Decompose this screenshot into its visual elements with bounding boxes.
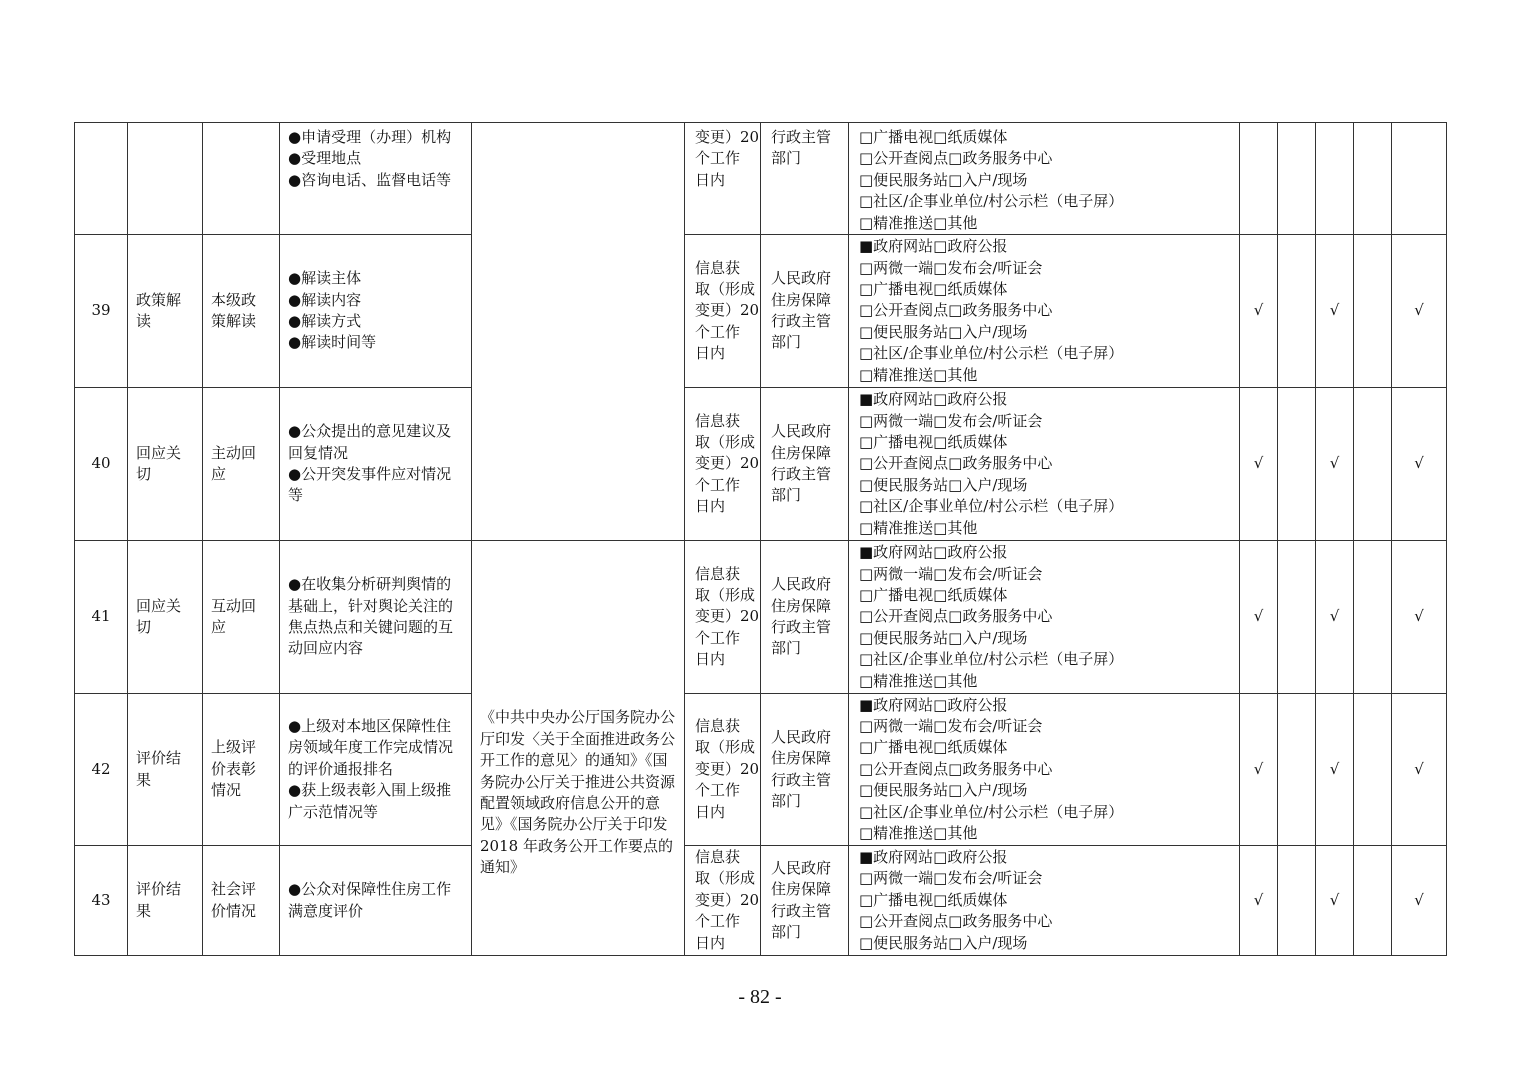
- time-limit-line: 个工作: [695, 322, 741, 341]
- subject-line: 部门: [771, 791, 802, 810]
- content-cell: [280, 694, 472, 846]
- content-item: ●解读时间等: [288, 333, 377, 352]
- time-limit-cell: [685, 235, 761, 388]
- channel-line: □便民服务站□入户/现场: [859, 933, 1028, 952]
- channel-line: □社区/企事业单位/村公示栏（电子屏）: [859, 192, 1124, 211]
- category-line: 评价结: [136, 749, 182, 768]
- content-item: ●解读内容: [288, 290, 362, 309]
- channel-line: □社区/企事业单位/村公示栏（电子屏）: [859, 497, 1124, 516]
- time-limit-line: 日内: [695, 344, 726, 363]
- time-limit-cell: [685, 123, 761, 235]
- subject-line: 住房保障: [771, 749, 832, 768]
- check-cell: √: [1316, 846, 1354, 956]
- time-limit-line: 变更）20: [695, 890, 760, 909]
- check-cell: [1240, 123, 1278, 235]
- content-item: ●在收集分析研判舆情的基础上，针对舆论关注的焦点热点和关键问题的互动回应内容: [288, 575, 454, 658]
- item-number: 41: [75, 541, 128, 694]
- item-number: 39: [75, 235, 128, 388]
- subject-line: 行政主管: [771, 312, 832, 331]
- check-cell: √: [1240, 235, 1278, 388]
- check-cell: [1316, 123, 1354, 235]
- subcategory-line: 应: [211, 465, 227, 484]
- subject-line: 部门: [771, 486, 802, 505]
- time-limit-line: 日内: [695, 802, 726, 821]
- content-item: ●公众对保障性住房工作满意度评价: [288, 880, 452, 920]
- item-number: 40: [75, 388, 128, 541]
- subject-line: 部门: [771, 922, 802, 941]
- channel-line: □精准推送□其他: [859, 518, 978, 537]
- time-limit-line: 个工作: [695, 475, 741, 494]
- subcategory-cell: [203, 846, 280, 956]
- check-cell: [1278, 388, 1316, 541]
- check-cell: [1354, 123, 1392, 235]
- channel-line: □广播电视□纸质媒体: [859, 279, 1008, 298]
- subject-line: 行政主管: [771, 128, 832, 146]
- check-cell: √: [1240, 846, 1278, 956]
- channel-line: ■政府网站□政府公报: [859, 695, 1008, 714]
- subject-line: 行政主管: [771, 618, 832, 637]
- check-cell: [1392, 123, 1447, 235]
- category-cell: [128, 541, 203, 694]
- content-item: ●公众提出的意见建议及回复情况: [288, 422, 452, 462]
- time-limit-cell: [685, 846, 761, 956]
- time-limit-line: 个工作: [695, 781, 741, 800]
- check-cell: √: [1392, 541, 1447, 694]
- time-limit-line: 日内: [695, 170, 726, 189]
- check-cell: [1278, 235, 1316, 388]
- content-cell: [280, 846, 472, 956]
- content-item: ●解读方式: [288, 312, 362, 331]
- check-cell: [1278, 846, 1316, 956]
- item-number: 42: [75, 694, 128, 846]
- channel-line: ■政府网站□政府公报: [859, 390, 1008, 409]
- check-cell: √: [1316, 388, 1354, 541]
- channel-line: □公开查阅点□政务服务中心: [859, 454, 1053, 473]
- subject-line: 部门: [771, 639, 802, 658]
- time-limit-line: 信息获: [695, 258, 741, 277]
- category-cell: [128, 846, 203, 956]
- time-limit-cell: [685, 541, 761, 694]
- subject-cell: [761, 388, 849, 541]
- channel-line: □广播电视□纸质媒体: [859, 432, 1008, 451]
- subject-cell: [761, 694, 849, 846]
- content-item: ●上级对本地区保障性住房领域年度工作完成情况的评价通报排名: [288, 717, 454, 778]
- channel-line: □便民服务站□入户/现场: [859, 781, 1028, 800]
- channel-line: □广播电视□纸质媒体: [859, 738, 1008, 757]
- check-cell: √: [1392, 235, 1447, 388]
- channel-line: □便民服务站□入户/现场: [859, 628, 1028, 647]
- channel-line: ■政府网站□政府公报: [859, 237, 1008, 256]
- time-limit-line: 个工作: [695, 912, 741, 931]
- time-limit-line: 日内: [695, 933, 726, 952]
- category-line: 切: [136, 465, 152, 484]
- subcategory-cell: [203, 694, 280, 846]
- category-line: 回应关: [136, 596, 182, 615]
- channels-cell: [849, 123, 1240, 235]
- time-limit-line: 个工作: [695, 628, 741, 647]
- channel-line: □社区/企事业单位/村公示栏（电子屏）: [859, 802, 1124, 821]
- channels-cell: [849, 235, 1240, 388]
- content-cell: [280, 235, 472, 388]
- time-limit-line: 信息获: [695, 717, 741, 736]
- check-cell: √: [1240, 388, 1278, 541]
- check-cell: √: [1316, 694, 1354, 846]
- item-number: [75, 123, 128, 235]
- time-limit-line: 变更）20: [695, 301, 760, 320]
- subject-line: 部门: [771, 333, 802, 352]
- subcategory-line: 互动回: [211, 596, 257, 615]
- subcategory-line: 社会评: [211, 880, 257, 899]
- basis-cell-empty: [472, 123, 685, 541]
- channel-line: □两微一端□发布会/听证会: [859, 411, 1043, 430]
- category-line: 果: [136, 901, 152, 920]
- subject-line: 部门: [771, 149, 802, 168]
- table-row: [75, 123, 1447, 235]
- subject-line: 住房保障: [771, 880, 832, 899]
- channel-line: □两微一端□发布会/听证会: [859, 869, 1043, 888]
- category-line: 果: [136, 770, 152, 789]
- subcategory-line: 情况: [211, 781, 242, 800]
- category-line: 政策解: [136, 290, 182, 309]
- channel-line: □精准推送□其他: [859, 213, 978, 232]
- channel-line: □便民服务站□入户/现场: [859, 475, 1028, 494]
- time-limit-line: 变更）20: [695, 759, 760, 778]
- time-limit-line: 取（形成: [695, 869, 756, 888]
- category-line: 切: [136, 618, 152, 637]
- channel-line: □社区/企事业单位/村公示栏（电子屏）: [859, 650, 1124, 669]
- channel-line: □便民服务站□入户/现场: [859, 322, 1028, 341]
- table-row: [75, 846, 1447, 956]
- item-number: 43: [75, 846, 128, 956]
- channel-line: □广播电视□纸质媒体: [859, 585, 1008, 604]
- time-limit-line: 变更）20: [695, 607, 760, 626]
- time-limit-line: 取（形成: [695, 432, 756, 451]
- channel-line: □广播电视□纸质媒体: [859, 128, 1008, 146]
- category-cell: [128, 235, 203, 388]
- time-limit-line: 日内: [695, 497, 726, 516]
- category-line: 回应关: [136, 443, 182, 462]
- content-cell: [280, 541, 472, 694]
- subject-line: 住房保障: [771, 596, 832, 615]
- subject-line: 人民政府: [771, 575, 832, 594]
- subject-cell: [761, 541, 849, 694]
- content-item: ●公开突发事件应对情况等: [288, 465, 452, 505]
- check-cell: √: [1240, 694, 1278, 846]
- check-cell: √: [1392, 846, 1447, 956]
- check-cell: [1354, 846, 1392, 956]
- check-cell: √: [1316, 541, 1354, 694]
- time-limit-line: 信息获: [695, 411, 741, 430]
- check-cell: √: [1392, 694, 1447, 846]
- category-cell: [128, 123, 203, 235]
- check-cell: [1354, 541, 1392, 694]
- subcategory-line: 应: [211, 618, 227, 637]
- subject-line: 住房保障: [771, 290, 832, 309]
- content-item: ●申请受理（办理）机构: [288, 128, 452, 146]
- subject-line: 人民政府: [771, 269, 832, 288]
- content-item: ●受理地点: [288, 149, 362, 168]
- channels-cell: [849, 694, 1240, 846]
- subject-cell: [761, 123, 849, 235]
- content-item: ●咨询电话、监督电话等: [288, 170, 452, 189]
- content-cell: [280, 123, 472, 235]
- content-item: ●获上级表彰入围上级推广示范情况等: [288, 781, 452, 821]
- table-row: [75, 541, 1447, 694]
- channels-cell: [849, 388, 1240, 541]
- channel-line: □公开查阅点□政务服务中心: [859, 149, 1053, 168]
- time-limit-line: 取（形成: [695, 279, 756, 298]
- category-line: 评价结: [136, 880, 182, 899]
- time-limit-line: 信息获: [695, 848, 741, 867]
- subcategory-cell: [203, 388, 280, 541]
- subcategory-line: 本级政: [211, 290, 257, 309]
- channel-line: □社区/企事业单位/村公示栏（电子屏）: [859, 344, 1124, 363]
- check-cell: [1354, 388, 1392, 541]
- time-limit-line: 取（形成: [695, 585, 756, 604]
- channel-line: □精准推送□其他: [859, 365, 978, 384]
- channel-line: □广播电视□纸质媒体: [859, 890, 1008, 909]
- subject-cell: [761, 846, 849, 956]
- check-cell: [1278, 123, 1316, 235]
- time-limit-line: 取（形成: [695, 738, 756, 757]
- check-cell: [1278, 694, 1316, 846]
- time-limit-cell: [685, 694, 761, 846]
- subject-line: 人民政府: [771, 422, 832, 441]
- channel-line: □公开查阅点□政务服务中心: [859, 912, 1053, 931]
- table-row: [75, 388, 1447, 541]
- time-limit-line: 信息获: [695, 564, 741, 583]
- subcategory-line: 价表彰: [211, 759, 257, 778]
- subcategory-line: 主动回: [211, 443, 257, 462]
- channel-line: □公开查阅点□政务服务中心: [859, 759, 1053, 778]
- subject-line: 人民政府: [771, 858, 832, 877]
- content-cell: [280, 388, 472, 541]
- subcategory-cell: [203, 235, 280, 388]
- channel-line: □便民服务站□入户/现场: [859, 170, 1028, 189]
- table-row: [75, 235, 1447, 388]
- subcategory-line: 价情况: [211, 901, 257, 920]
- channel-line: □精准推送□其他: [859, 824, 978, 843]
- check-cell: √: [1392, 388, 1447, 541]
- channel-line: □公开查阅点□政务服务中心: [859, 607, 1053, 626]
- time-limit-line: 变更）20: [695, 454, 760, 473]
- category-cell: [128, 388, 203, 541]
- subject-line: 行政主管: [771, 465, 832, 484]
- channel-line: ■政府网站□政府公报: [859, 848, 1008, 867]
- subcategory-line: 策解读: [211, 312, 257, 331]
- category-line: 读: [136, 312, 152, 331]
- channel-line: □两微一端□发布会/听证会: [859, 564, 1043, 583]
- subject-cell: [761, 235, 849, 388]
- check-cell: √: [1240, 541, 1278, 694]
- channels-cell: [849, 541, 1240, 694]
- time-limit-line: 日内: [695, 650, 726, 669]
- category-cell: [128, 694, 203, 846]
- check-cell: [1354, 235, 1392, 388]
- content-item: ●解读主体: [288, 269, 362, 288]
- time-limit-line: 变更）20: [695, 128, 760, 146]
- subcategory-cell: [203, 123, 280, 235]
- time-limit-cell: [685, 388, 761, 541]
- channels-cell: [849, 846, 1240, 956]
- subcategory-cell: [203, 541, 280, 694]
- disclosure-table: [74, 122, 1447, 956]
- basis-cell: [472, 541, 685, 956]
- table-row: [75, 694, 1447, 846]
- channel-line: ■政府网站□政府公报: [859, 543, 1008, 562]
- subject-line: 人民政府: [771, 727, 832, 746]
- time-limit-line: 个工作: [695, 149, 741, 168]
- basis-text: 《中共中央办公厅国务院办公厅印发〈关于全面推进政务公开工作的意见〉的通知》《国务院办公厅关于推进公共资源配置领域政府信息公开的意见》《国务院办公厅关于印发2018 年政务公开工作要点的通知》: [480, 708, 676, 877]
- subject-line: 住房保障: [771, 443, 832, 462]
- subject-line: 行政主管: [771, 901, 832, 920]
- check-cell: [1354, 694, 1392, 846]
- channel-line: □两微一端□发布会/听证会: [859, 258, 1043, 277]
- channel-line: □公开查阅点□政务服务中心: [859, 301, 1053, 320]
- check-cell: √: [1316, 235, 1354, 388]
- subcategory-line: 上级评: [211, 738, 257, 757]
- channel-line: □两微一端□发布会/听证会: [859, 717, 1043, 736]
- page-number: - 82 -: [738, 986, 782, 1008]
- channel-line: □精准推送□其他: [859, 671, 978, 690]
- check-cell: [1278, 541, 1316, 694]
- subject-line: 行政主管: [771, 770, 832, 789]
